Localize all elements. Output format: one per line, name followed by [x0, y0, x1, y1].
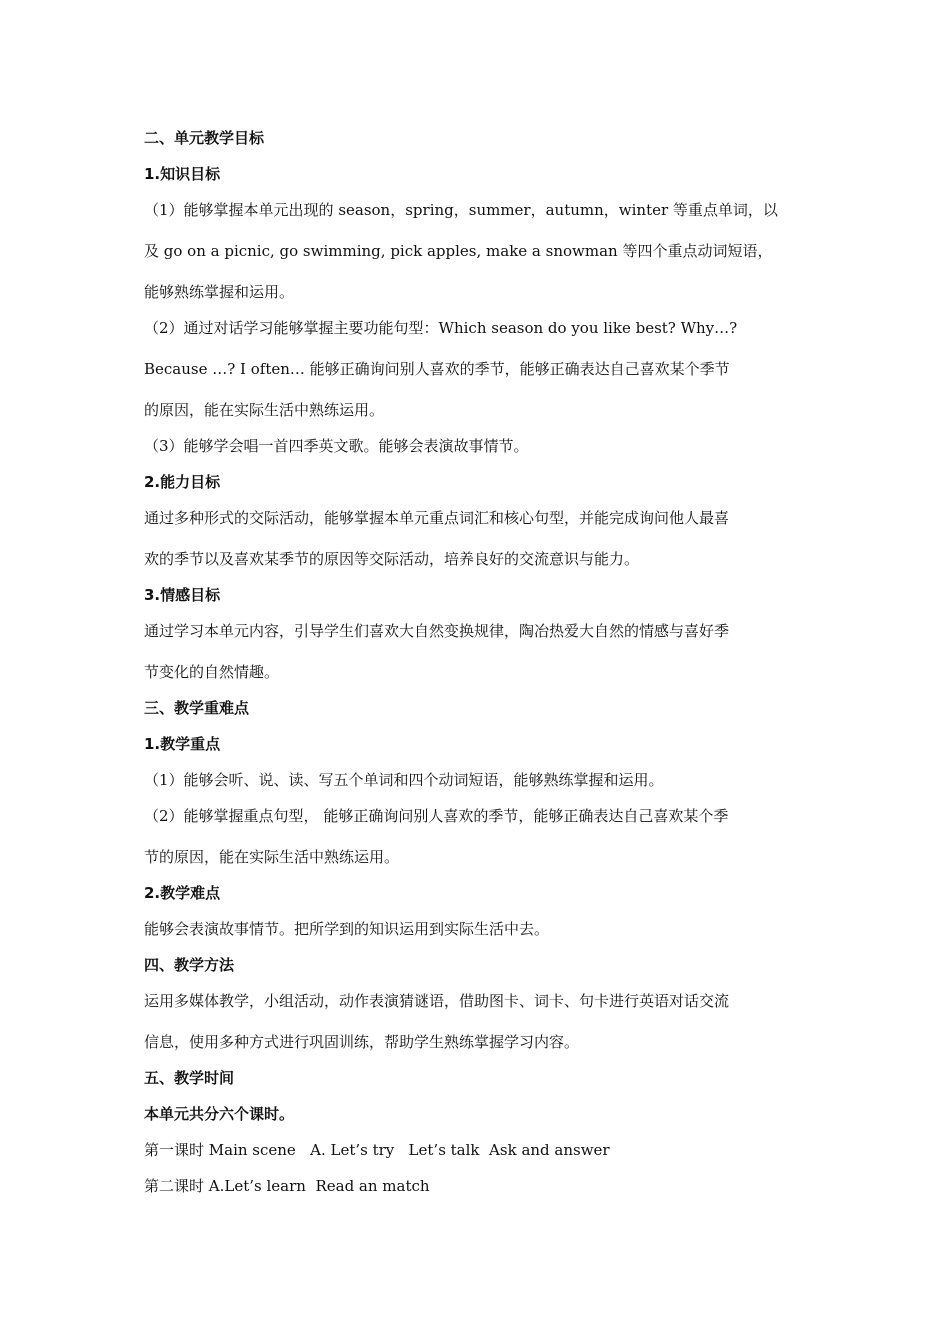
section-heading: 五、教学时间 — [144, 1069, 235, 1087]
subsection-heading: 3.情感目标 — [144, 586, 221, 604]
paragraph-line: （3）能够学会唱一首四季英文歌。能够会表演故事情节。 — [144, 437, 529, 455]
paragraph-line: 信息，使用多种方式进行巩固训练，帮助学生熟练掌握学习内容。 — [144, 1033, 580, 1051]
section-heading: 二、单元教学目标 — [144, 129, 265, 147]
paragraph-line: 及 go on a picnic, go swimming, pick apples, make a snowman 等四个重点动词短语， — [144, 242, 773, 260]
document-page — [144, 122, 812, 1196]
paragraph-line: 欢的季节以及喜欢某季节的原因等交际活动，培养良好的交流意识与能力。 — [144, 550, 640, 568]
paragraph-line: （2）能够掌握重点句型， 能够正确询问别人喜欢的季节，能够正确表达自己喜欢某个季 — [144, 807, 729, 825]
paragraph-line: 节的原因，能在实际生活中熟练运用。 — [144, 848, 400, 866]
paragraph-line: Because …? I often… 能够正确询问别人喜欢的季节，能够正确表达自己喜欢某个季节 — [144, 360, 730, 378]
subsection-heading: 本单元共分六个课时。 — [144, 1105, 295, 1123]
paragraph-line: 通过多种形式的交际活动，能够掌握本单元重点词汇和核心句型，并能完成询问他人最喜 — [144, 509, 730, 527]
section-heading: 四、教学方法 — [144, 956, 235, 974]
paragraph-line: 能够会表演故事情节。把所学到的知识运用到实际生活中去。 — [144, 920, 550, 938]
paragraph-line: （1）能够会听、说、读、写五个单词和四个动词短语，能够熟练掌握和运用。 — [144, 771, 664, 789]
paragraph-line: 能够熟练掌握和运用。 — [144, 283, 295, 301]
paragraph-line: 的原因，能在实际生活中熟练运用。 — [144, 401, 385, 419]
section-heading: 三、教学重难点 — [144, 699, 250, 717]
subsection-heading: 2.教学难点 — [144, 884, 221, 902]
subsection-heading: 2.能力目标 — [144, 473, 221, 491]
subsection-heading: 1.教学重点 — [144, 735, 221, 753]
paragraph-line: 通过学习本单元内容，引导学生们喜欢大自然变换规律，陶冶热爱大自然的情感与喜好季 — [144, 622, 730, 640]
schedule-line: 第二课时 A.Let’s learn Read an match — [144, 1177, 430, 1195]
paragraph-line: 运用多媒体教学，小组活动，动作表演猜谜语，借助图卡、词卡、句卡进行英语对话交流 — [144, 992, 730, 1010]
subsection-heading: 1.知识目标 — [144, 165, 221, 183]
paragraph-line: 节变化的自然情趣。 — [144, 663, 280, 681]
schedule-line: 第一课时 Main scene A. Let’s try Let’s talk Ask and answer — [144, 1141, 610, 1159]
paragraph-line: （1）能够掌握本单元出现的 season，spring，summer，autumn，winter 等重点单词，以 — [144, 201, 778, 219]
paragraph-line: （2）通过对话学习能够掌握主要功能句型：Which season do you like best? Why…? — [144, 319, 738, 337]
